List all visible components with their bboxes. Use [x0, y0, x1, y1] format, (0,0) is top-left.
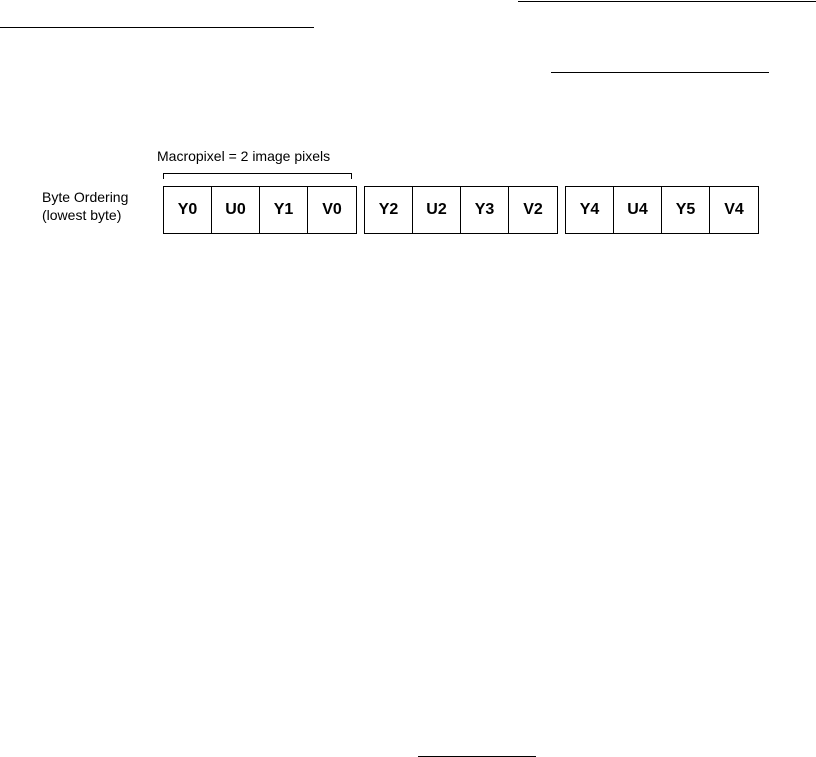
top-rule-left: [0, 27, 314, 28]
macropixel-group-1: [163, 186, 357, 234]
top-rule-right: [518, 1, 816, 2]
byte-cell: Y4: [566, 187, 614, 233]
byte-ordering-label-line2: (lowest byte): [42, 207, 122, 223]
macropixel-group-2: [364, 186, 558, 234]
byte-cell: U4: [614, 187, 662, 233]
byte-ordering-label-line1: Byte Ordering: [42, 189, 129, 205]
byte-cell: V4: [724, 201, 744, 218]
macropixel-group-3: [565, 186, 759, 234]
byte-cell: Y3: [461, 187, 509, 233]
upper-rule: [551, 72, 769, 73]
byte-cell: V0: [322, 201, 342, 218]
byte-cell: U2: [413, 187, 461, 233]
byte-cell: Y1: [260, 187, 308, 233]
macropixel-bracket: [163, 173, 352, 179]
byte-cell: V2: [523, 201, 543, 218]
byte-cell: Y0: [164, 187, 212, 233]
byte-cell: U0: [212, 187, 260, 233]
byte-ordering-label: [42, 188, 128, 224]
byte-cell: Y2: [365, 187, 413, 233]
byte-cell: Y5: [662, 187, 710, 233]
macropixel-label: Macropixel = 2 image pixels: [157, 148, 331, 164]
